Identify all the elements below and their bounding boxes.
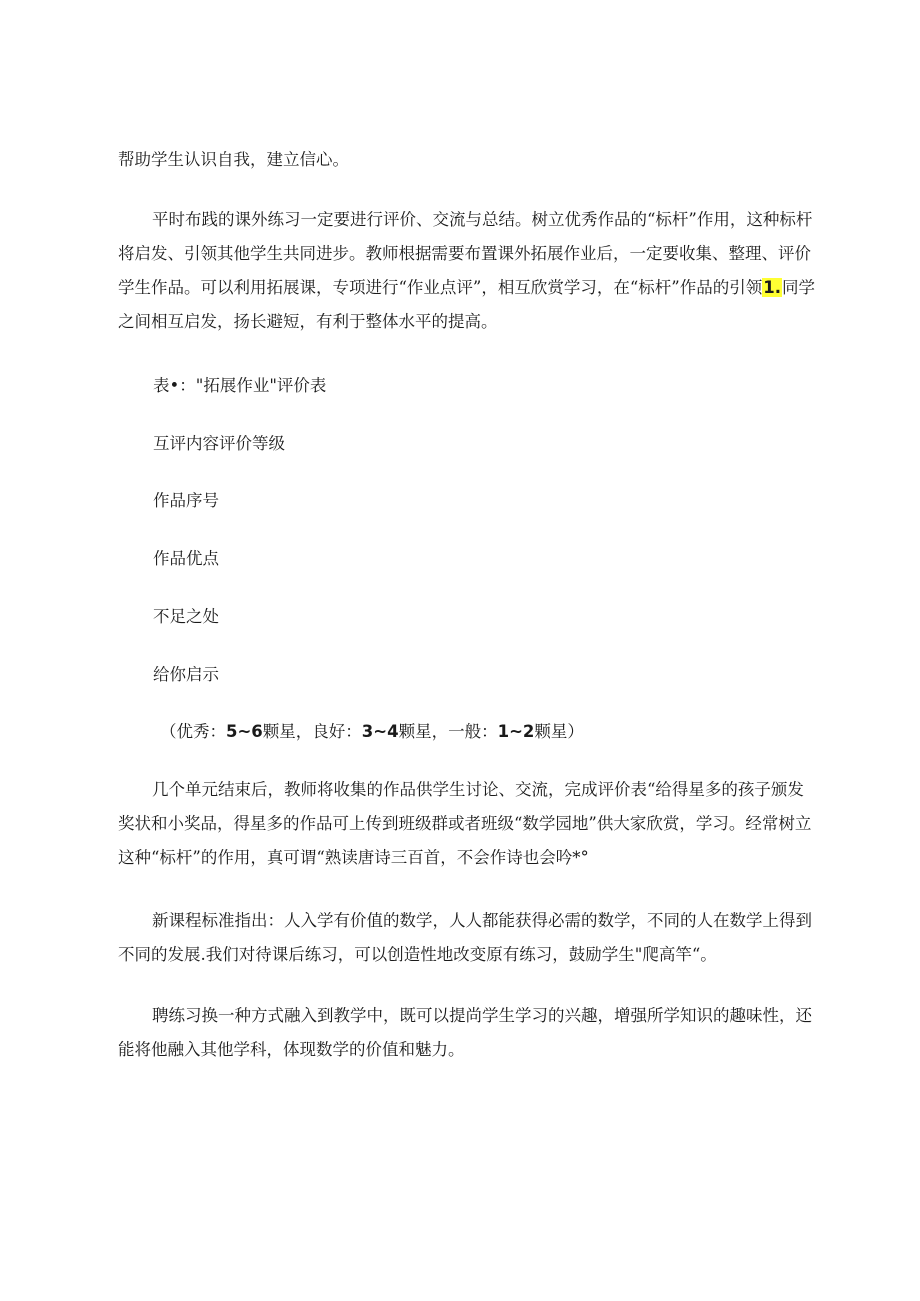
paragraph-unit-summary: 几个单元结束后，教师将收集的作品供学生讨论、交流，完成评价表“给得星多的孩子颁发奖状和小奖品，得星多的作品可上传到班级群或者班级“数学园地”供大家欣赏，学习。经常树立这种“标杆”的作用，真可谓“熟读唐诗三百首，不会作诗也会吟*° — [118, 780, 812, 867]
rating-legend-close: 颗星） — [534, 722, 584, 741]
rating-legend-open: （优秀： — [160, 722, 226, 741]
paragraph-evaluation-text-end: 同学之间相互启发，扬长避短，有利于整体水平的提高。 — [118, 278, 815, 331]
table-row-work-number: 作品序号 — [153, 491, 219, 510]
paragraph-curriculum-standard: 新课程标准指出：人入学有价值的数学，人人都能获得必需的数学，不同的人在数学上得到不同的发展.我们对待课后练习，可以创造性地改变原有练习，鼓励学生"爬高竿“。 — [118, 911, 812, 964]
table-header: 互评内容评价等级 — [153, 434, 285, 453]
paragraph-evaluation — [118, 203, 818, 339]
rating-fair-range: 1~2 — [497, 722, 535, 741]
rating-good-label: 颗星，一般： — [398, 722, 498, 741]
paragraph-integration: 聘练习换一种方式融入到教学中，既可以提尚学生学习的兴趣，增强所学知识的趣味性，还能将他融入其他学科，体现数学的价值和魅力。 — [118, 1006, 812, 1059]
table-row-weaknesses: 不足之处 — [153, 607, 219, 626]
rating-excellent-range: 5~6 — [226, 722, 263, 741]
table-caption: 表•："拓展作业"评价表 — [153, 376, 327, 395]
rating-good-range: 3~4 — [361, 722, 399, 741]
rating-legend — [160, 720, 584, 744]
highlighted-marker: 1. — [763, 278, 781, 297]
paragraph-evaluation-text: 平时布践的课外练习一定要进行评价、交流与总结。树立优秀作品的“标杆”作用，这种标杆将启发、引领其他学生共同进步。教师根据需要布置课外拓展作业后，一定要收集、整理、评价学生作品。可以利用拓展课，专项进行“作业点评”，相互欣赏学习，在“标杆”作品的引领 — [118, 210, 813, 297]
paragraph-intro: 帮助学生认识自我，建立信心。 — [118, 150, 349, 169]
table-row-strengths: 作品优点 — [153, 549, 219, 568]
table-row-insight: 给你启示 — [153, 665, 219, 684]
rating-excellent-label: 颗星，良好： — [262, 722, 362, 741]
